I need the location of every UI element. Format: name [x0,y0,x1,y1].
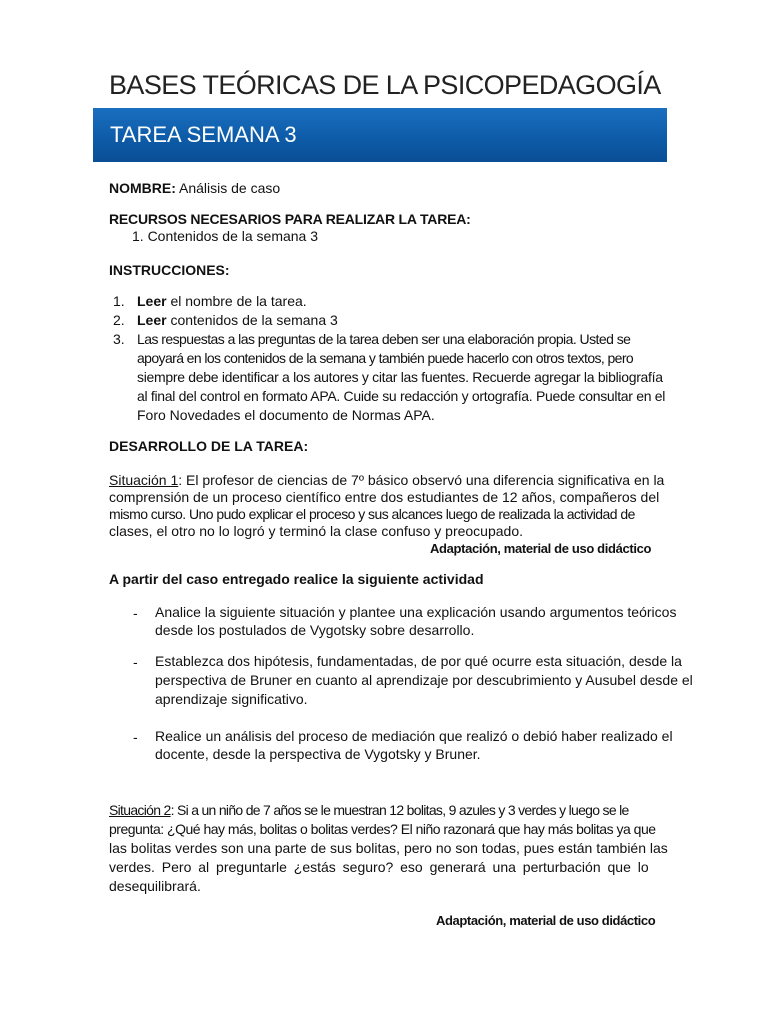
bullet-dash: - [133,605,138,621]
instruccion-item [113,312,338,329]
situacion1-text: : El profesor de ciencias de 7º básico observó una diferencia significativa en la [178,472,665,488]
title-banner [93,108,667,162]
situacion1-text: mismo curso. Uno pudo explicar el proceso y sus alcances luego de realizada la actividad de [109,506,635,522]
situacion1-paragraph [109,472,665,540]
instruccion-line: apoyará en los contenidos de la semana y también puede hacerlo con otros textos, pero [137,350,634,366]
bullet-line: perspectiva de Bruner en cuanto al aprendizaje por descubrimiento y Ausubel desde el [155,672,693,688]
situacion2-label: Situación 2 [109,802,171,818]
situacion1-text: clases, el otro no lo logró y terminó la clase confuso y preocupado. [109,523,524,539]
recursos-item: 1. Contenidos de la semana 3 [132,228,319,244]
nombre-label: NOMBRE: [109,180,176,196]
bullet-line: desde los postulados de Vygotsky sobre desarrollo. [155,622,475,638]
banner-title: TAREA SEMANA 3 [110,122,297,147]
instruccion-paragraph [137,331,666,426]
instruccion-line: al final del control en formato APA. Cuide su redacción y ortografía. Puede consultar en el [137,388,666,404]
situacion2-source: Adaptación, material de uso didáctico [436,913,656,928]
course-title: BASES TEÓRICAS DE LA PSICOPEDAGOGÍA [109,70,661,100]
situacion1-text: comprensión de un proceso científico entre dos estudiantes de 12 años, compañeros del [109,489,660,505]
instruccion-item [113,293,307,310]
instruccion-line: Las respuestas a las preguntas de la tarea deben ser una elaboración propia. Usted se [137,331,631,347]
actividad-bullet [155,653,693,710]
bullet-line: Analice la siguiente situación y plantee una explicación usando argumentos teóricos [155,604,677,620]
bullet-line: Realice un análisis del proceso de mediación que realizó o debió haber realizado el [155,728,673,744]
situacion2-text: las bolitas verdes son una parte de sus bolitas, pero no son todas, pues están también las [109,840,668,856]
instruccion-bold: Leer [137,312,167,328]
situacion1-source: Adaptación, material de uso didáctico [430,541,652,556]
bullet-dash: - [133,654,138,670]
nombre-value: Análisis de caso [179,180,281,196]
instruccion-text: el nombre de la tarea. [166,293,307,309]
desarrollo-heading: DESARROLLO DE LA TAREA: [109,438,309,454]
instruccion-line: Foro Novedades el documento de Normas APA. [137,407,435,423]
bullet-dash: - [133,729,138,745]
instruccion-number: 3. [113,331,125,347]
recursos-heading: RECURSOS NECESARIOS PARA REALIZAR LA TAREA: [109,211,471,227]
actividad-bullet [155,728,673,764]
actividad-bullet [155,604,676,640]
situacion2-text: : Si a un niño de 7 años se le muestran 12 bolitas, 9 azules y 3 verdes y luego se le [170,802,629,818]
situacion2-text: pregunta: ¿Qué hay más, bolitas o bolitas verdes? El niño razonará que hay más bolitas ya que [109,821,656,837]
instrucciones-heading: INSTRUCCIONES: [109,262,230,278]
nombre-line [109,180,280,197]
instruccion-number: 1. [113,293,125,309]
situacion2-text: desequilibrará. [109,878,201,894]
bullet-line: docente, desde la perspectiva de Vygotsky y Bruner. [155,746,481,762]
instruccion-text: contenidos de la semana 3 [166,312,338,328]
bullet-line: aprendizaje significativo. [155,691,308,707]
situacion2-paragraph [109,802,668,897]
instruccion-bold: Leer [137,293,167,309]
bullet-line: Establezca dos hipótesis, fundamentadas, de por qué ocurre esta situación, desde la [155,653,682,669]
actividad-heading: A partir del caso entregado realice la siguiente actividad [109,571,484,587]
situacion1-label: Situación 1 [109,472,179,488]
situacion2-text: verdes. Pero al preguntarle ¿estás seguro? eso generará una perturbación que lo [109,859,649,875]
instruccion-number: 2. [113,312,125,328]
instruccion-line: siempre debe identificar a los autores y citar las fuentes. Recuerde agregar la bibliografía [137,369,663,385]
